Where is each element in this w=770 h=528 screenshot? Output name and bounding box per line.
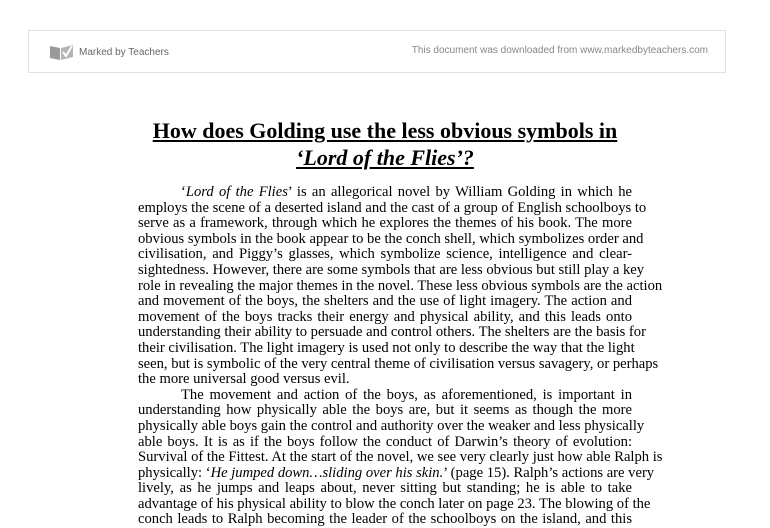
text-line: lively, as he jumps and leaps about, never sitting but standing; he is able to take bbox=[138, 480, 632, 497]
text-line: sightedness. However, there are some symbols that are less obvious but still play a key bbox=[138, 261, 645, 278]
book-check-icon bbox=[49, 43, 75, 61]
text-line: their civilisation. The light imagery is used not only to describe the way that the light bbox=[138, 339, 635, 356]
text-line: able boys. It is as if the boys follow the conduct of Darwin’s theory of evolution: bbox=[138, 433, 632, 450]
text-line: Survival of the Fittest. At the start of the novel, we see very clearly just how able Ralph is bbox=[138, 449, 663, 466]
logo[interactable] bbox=[49, 43, 169, 61]
page-title bbox=[0, 117, 770, 171]
text-line: conch leads to Ralph becoming the leader of the schoolboys on the island, and this bbox=[138, 511, 632, 528]
text-line: the more universal good versus evil. bbox=[138, 371, 350, 388]
italic-text: He jumped down…sliding over his skin. bbox=[210, 464, 444, 481]
text-line: advantage of his physical ability to blow the conch later on page 23. The blowing of the bbox=[138, 495, 651, 512]
text-line: understanding their ability to persuade and control others. The shelters are the basis for bbox=[138, 324, 646, 341]
text-line: The movement and action of the boys, as aforementioned, is important in bbox=[181, 386, 632, 403]
logo-text: Marked by Teachers bbox=[79, 46, 169, 58]
text-line: employs the scene of a deserted island and the cast of a group of English schoolboys to bbox=[138, 199, 647, 216]
text-line: role in revealing the major themes in the novel. These less obvious symbols are the action bbox=[138, 277, 663, 294]
download-header bbox=[28, 30, 726, 73]
text-line: physically: ‘He jumped down…sliding over his skin.’ (page 15). Ralph’s actions are very bbox=[138, 464, 655, 481]
italic-text: Lord of the Flies bbox=[185, 184, 288, 200]
essay-body bbox=[138, 184, 663, 528]
text-line: serve as a framework, through which he explores the themes of his book. The more bbox=[138, 215, 632, 232]
text-line: movement of the boys tracks their energy and physical ability, and this leads onto bbox=[138, 308, 632, 325]
text-line: obvious symbols in the book appear to be the conch shell, which symbolizes order and bbox=[138, 230, 644, 247]
download-note: This document was downloaded from www.markedbyteachers.com bbox=[411, 45, 708, 56]
text-line: seen, but is symbolic of the very central theme of civilisation versus savagery, or perhaps bbox=[138, 355, 659, 372]
text-line: civilisation, and Piggy’s glasses, which symbolize science, intelligence and clear- bbox=[138, 246, 632, 263]
text-line: understanding how physically able the boys are, but it seems as though the more bbox=[138, 402, 632, 419]
title-line-1: How does Golding use the less obvious symbols in bbox=[152, 118, 618, 143]
title-line-2: ‘Lord of the Flies’? bbox=[296, 145, 474, 170]
text-line: and movement of the boys, the shelters and the use of light imagery. The action and bbox=[138, 293, 632, 310]
text-line: ‘Lord of the Flies’ is an allegorical novel by William Golding in which he bbox=[181, 184, 632, 200]
text-line: physically able boys gain the control and authority over the weaker and less physically bbox=[138, 417, 645, 434]
